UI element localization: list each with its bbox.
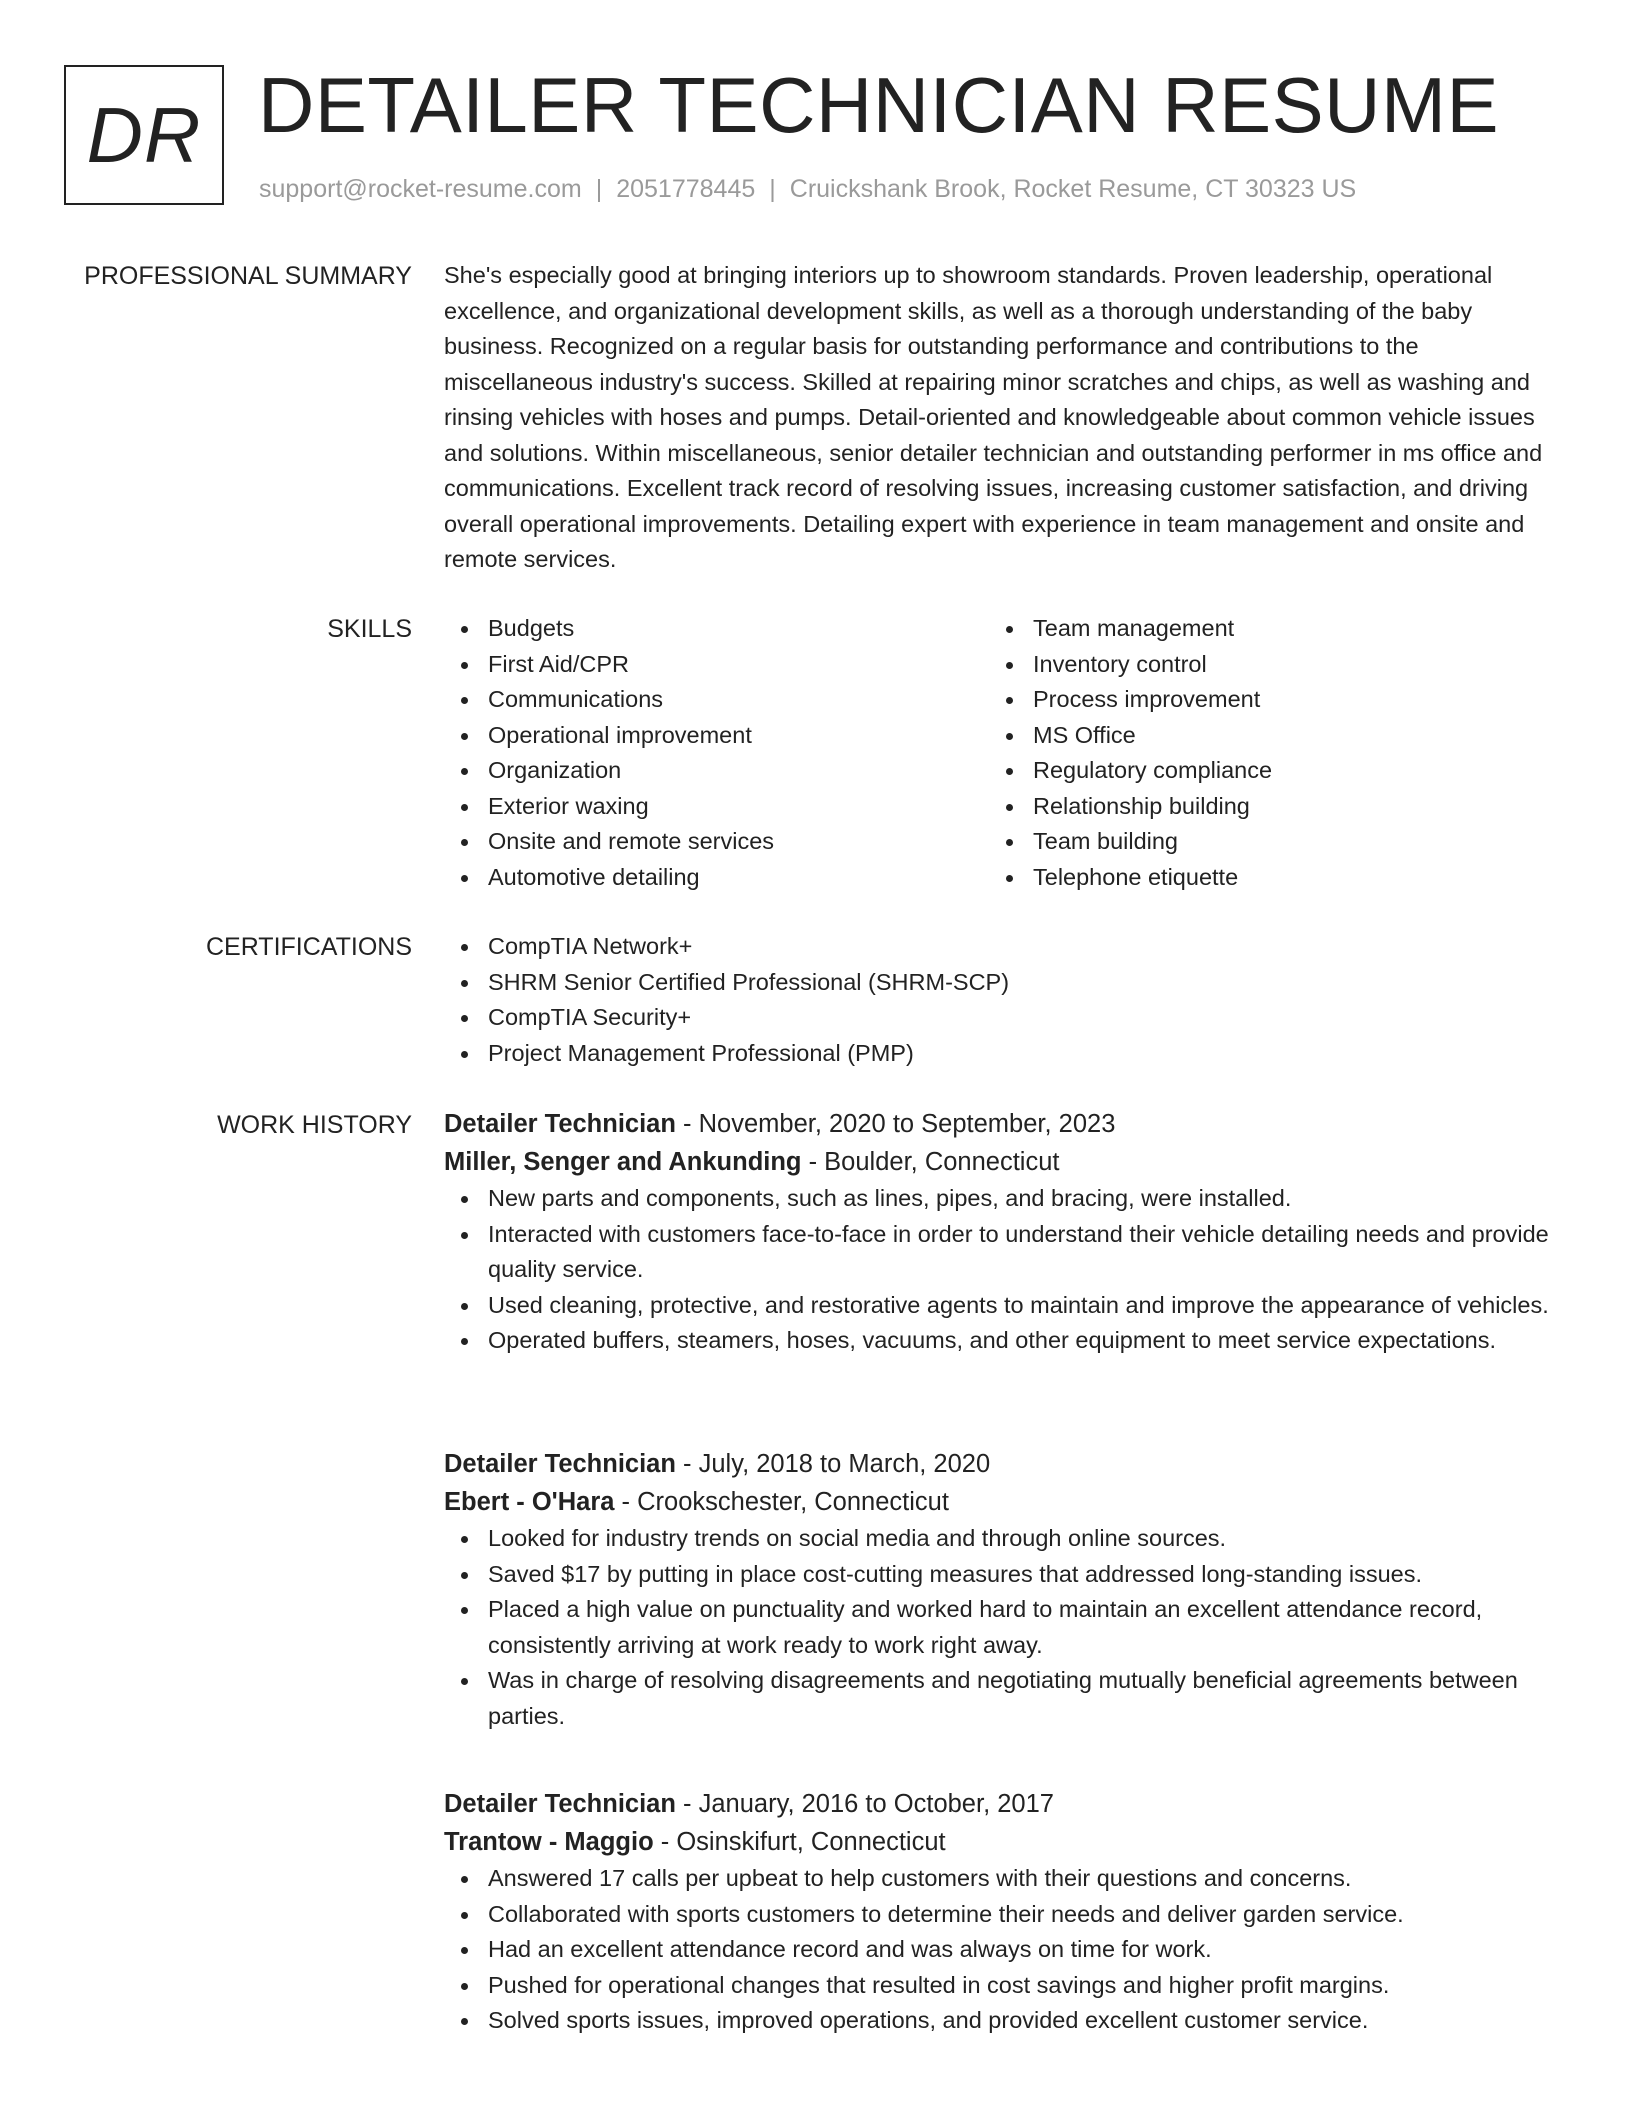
skill-item: Team management (1033, 611, 1534, 647)
skill-item: Organization (488, 753, 989, 789)
contact-separator: | (769, 175, 776, 203)
job-duty-item: Used cleaning, protective, and restorative agents to maintain and improve the appearance of vehicles. (488, 1288, 1556, 1324)
certification-item: CompTIA Network+ (488, 929, 1556, 965)
job-duty-item: Answered 17 calls per upbeat to help customers with their questions and concerns. (488, 1861, 1556, 1897)
contact-phone[interactable]: 2051778445 (616, 175, 756, 203)
skill-item: Exterior waxing (488, 789, 989, 825)
job-title-line (444, 1105, 1556, 1143)
job-entry (444, 1105, 1556, 1359)
job-company-line (444, 1823, 1556, 1861)
job-duty-item: Placed a high value on punctuality and worked hard to maintain an excellent attendance record, consistently arriving at work ready to work right away. (488, 1592, 1556, 1663)
job-duty-item: New parts and components, such as lines, pipes, and bracing, were installed. (488, 1181, 1556, 1217)
job-duty-item: Pushed for operational changes that resulted in cost savings and higher profit margins. (488, 1968, 1556, 2004)
skill-item: Onsite and remote services (488, 824, 989, 860)
skill-item: Communications (488, 682, 989, 718)
skill-item: MS Office (1033, 718, 1534, 754)
skills-body (444, 611, 1556, 895)
skills-column-right (989, 611, 1534, 895)
job-role: Detailer Technician (444, 1110, 676, 1138)
summary-text: She's especially good at bringing interiors up to showroom standards. Proven leadership, operational excellence, and organizational development skills, as well as a thorough understanding of the baby business. Recognized on a regular basis for outstanding performance and contributions to the miscellaneous industry's success. Skilled at repairing minor scratches and chips, as well as washing and rinsing vehicles with hoses and pumps. Detail-oriented and knowledgeable about common vehicle issues and solutions. Within miscellaneous, senior detailer technician and outstanding performer in ms office and communications. Excellent track record of resolving issues, increasing customer satisfaction, and driving overall operational improvements. Detailing expert with experience in team management and onsite and remote services. (444, 262, 1543, 572)
job-location: - Osinskifurt, Connecticut (653, 1828, 946, 1856)
job-duty-item: Was in charge of resolving disagreements and negotiating mutually beneficial agreements between parties. (488, 1663, 1556, 1734)
section-title-work-history: WORK HISTORY (217, 1111, 412, 1139)
skill-item: Automotive detailing (488, 860, 989, 896)
skills-grid (444, 611, 1556, 895)
job-duty-item: Saved $17 by putting in place cost-cutting measures that addressed long-standing issues. (488, 1557, 1556, 1593)
certification-item: Project Management Professional (PMP) (488, 1036, 1556, 1072)
job-entry (444, 1785, 1556, 2039)
certification-item: SHRM Senior Certified Professional (SHRM-SCP) (488, 965, 1556, 1001)
job-duty-item: Solved sports issues, improved operations, and provided excellent customer service. (488, 2003, 1556, 2039)
job-company-line (444, 1143, 1556, 1181)
skills-column-left (444, 611, 989, 895)
job-role: Detailer Technician (444, 1790, 676, 1818)
job-location: - Crookschester, Connecticut (614, 1488, 949, 1516)
skill-item: Regulatory compliance (1033, 753, 1534, 789)
job-dates: - July, 2018 to March, 2020 (675, 1450, 991, 1478)
job-title-line (444, 1785, 1556, 1823)
skill-item: Telephone etiquette (1033, 860, 1534, 896)
contact-address: Cruickshank Brook, Rocket Resume, CT 30323 US (789, 175, 1357, 203)
skill-item: Team building (1033, 824, 1534, 860)
skills-list-left (444, 611, 989, 895)
skill-item: Budgets (488, 611, 989, 647)
contact-separator: | (595, 175, 603, 203)
section-title-certifications: CERTIFICATIONS (205, 933, 412, 961)
job-company: Trantow - Maggio (444, 1828, 654, 1856)
page-title: DETAILER TECHNICIAN RESUME (258, 61, 1499, 149)
job-title-line (444, 1445, 1556, 1483)
job-role: Detailer Technician (444, 1450, 676, 1478)
certifications-list (444, 929, 1556, 1071)
job-dates: - January, 2016 to October, 2017 (675, 1790, 1054, 1818)
job-duties-list (444, 1861, 1556, 2039)
resume-header (64, 61, 1564, 215)
skill-item: Inventory control (1033, 647, 1534, 683)
certification-item: CompTIA Security+ (488, 1000, 1556, 1036)
certifications-body (444, 929, 1556, 1071)
skill-item: Relationship building (1033, 789, 1534, 825)
job-entry (444, 1445, 1556, 1734)
job-duty-item: Operated buffers, steamers, hoses, vacuums, and other equipment to meet service expectations. (488, 1323, 1556, 1359)
skill-item: Process improvement (1033, 682, 1534, 718)
skill-item: First Aid/CPR (488, 647, 989, 683)
job-duty-item: Looked for industry trends on social media and through online sources. (488, 1521, 1556, 1557)
skill-item: Operational improvement (488, 718, 989, 754)
job-location: - Boulder, Connecticut (801, 1148, 1060, 1176)
job-dates: - November, 2020 to September, 2023 (675, 1110, 1116, 1138)
job-company-line (444, 1483, 1556, 1521)
job-duties-list (444, 1181, 1556, 1359)
contact-line (259, 173, 1356, 205)
job-duties-list (444, 1521, 1556, 1734)
job-duty-item: Collaborated with sports customers to determine their needs and deliver garden service. (488, 1897, 1556, 1933)
summary-body (444, 258, 1556, 578)
monogram: DR (64, 65, 224, 205)
job-company: Miller, Senger and Ankunding (444, 1148, 802, 1176)
contact-email[interactable]: support@rocket-resume.com (259, 175, 582, 203)
section-title-skills: SKILLS (327, 615, 412, 643)
job-duty-item: Interacted with customers face-to-face in order to understand their vehicle detailing needs and provide quality service. (488, 1217, 1556, 1288)
job-duty-item: Had an excellent attendance record and was always on time for work. (488, 1932, 1556, 1968)
job-company: Ebert - O'Hara (444, 1488, 615, 1516)
skills-list-right (989, 611, 1534, 895)
section-title-summary: PROFESSIONAL SUMMARY (84, 262, 412, 290)
